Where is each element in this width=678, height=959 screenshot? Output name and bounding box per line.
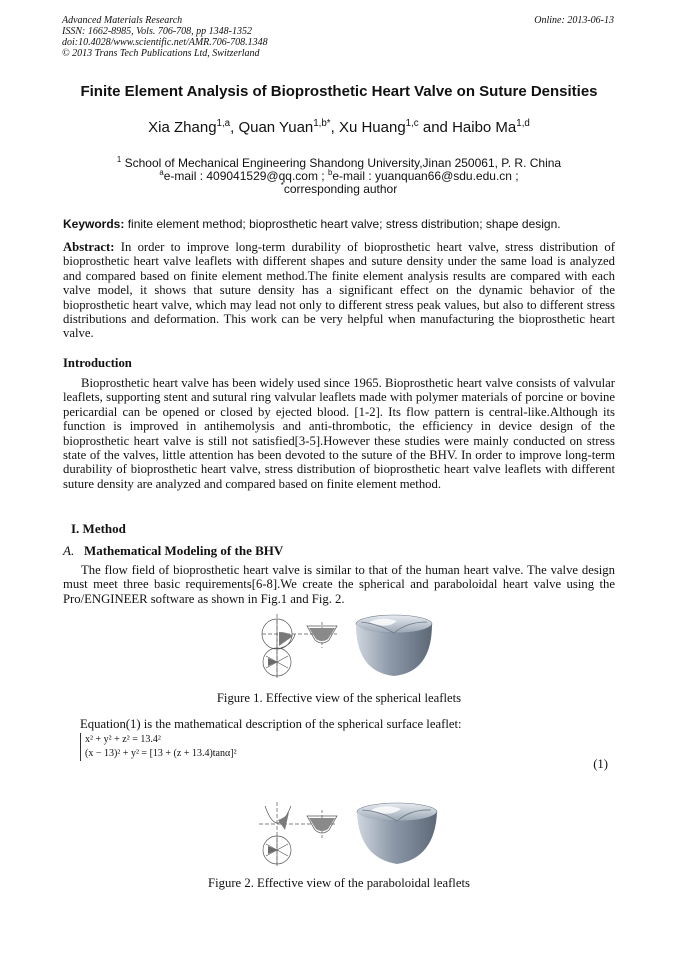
subsection-label: A. [63, 543, 75, 558]
figure-2-caption: Figure 2. Effective view of the paraboloidal leaflets [208, 876, 470, 890]
abstract [63, 240, 615, 341]
affiliation-number: 1 [116, 155, 122, 164]
journal-name: Advanced Materials Research [62, 15, 183, 26]
corresponding-author: corresponding author [283, 182, 398, 196]
method-heading [63, 522, 615, 536]
equation-line-2: (x − 13)² + y² = [13 + (z + 13.4)tanα]² [85, 748, 237, 759]
equation-1 [80, 733, 237, 761]
author-sup: 1,c [405, 118, 419, 129]
abstract-label: Abstract: [63, 240, 115, 254]
corr-sup: * [280, 181, 284, 190]
email-a: e-mail : 409041529@qq.com ; [163, 169, 325, 183]
author-name: Quan Yuan [238, 119, 314, 136]
author-sup: 1,b* [313, 118, 331, 129]
paraboloidal-valve-drawing [255, 800, 441, 868]
introduction-heading: Introduction [63, 356, 132, 370]
issn: ISSN: 1662-8985, Vols. 706-708, pp 1348-1352 [62, 26, 252, 37]
keywords-label: Keywords: [63, 217, 125, 231]
equation-number: (1) [593, 757, 608, 771]
email-a-sup: a [159, 168, 164, 177]
figure-1 [257, 612, 437, 680]
keywords [63, 217, 615, 231]
subsection-title: Mathematical Modeling of the BHV [83, 543, 284, 558]
author-list: Xia Zhang$^{1,a}$, Quan Yuan$^{1,b*}$, Xu Huang$^{1,c}$ and Haibo Ma$^{1,d}$ [148, 118, 530, 136]
introduction-text: Bioprosthetic heart valve has been widely used since 1965. Bioprosthetic heart valve consists of valvular leaflets, supporting stent and sutural ring valvular leaflets made with polymer materials of porcine or bovine pericardial can be opened or closed by ejected blood. [1-2]. Its flow pattern is central-like.Although its function is improved in antihemolysis and anti-thrombotic, the efficiency in device design of the bioprosthetic heart valve is still not satisfied[3-5].However these studies were mainly conducted on stress state of the valves, little attention has been devoted to the suture of the BHV. In order to improve long-term durability of bioprosthetic heart valve, stress distribution of bioprosthetic heart valve leaflets with different suture density are analyzed and compared based on finite element method. [63, 376, 615, 491]
spherical-valve-drawing [257, 612, 437, 680]
equation-intro: Equation(1) is the mathematical description of the spherical surface leaflet: [80, 717, 462, 731]
author-name: Haibo Ma [452, 119, 517, 136]
affiliation [0, 157, 678, 196]
figure-1-caption: Figure 1. Effective view of the spherical leaflets [216, 691, 462, 705]
affiliation-text: School of Mechanical Engineering Shandong University,Jinan 250061, P. R. China [124, 156, 562, 170]
email-b: e-mail : yuanquan66@sdu.edu.cn ; [332, 169, 519, 183]
figure-2 [255, 800, 441, 868]
email-b-sup: b [327, 168, 333, 177]
abstract-text: In order to improve long-term durability of bioprosthetic heart valve, stress distribution of bioprosthetic heart valve leaflets with different shapes and suture density under the same load is analyzed and compared based on finite element method.The finite element analysis results are compared with each valve model, it shows that suture density has a significant effect on the dynamic behavior of the bioprosthetic heart valve, which may lead not only to different stress peak values, but also to different stress distributions and deformation. This work can be very helpful when manufacturing the bioprosthetic heart valve. [63, 240, 616, 341]
copyright: © 2013 Trans Tech Publications Ltd, Switzerland [62, 48, 260, 59]
subsection-heading [63, 544, 615, 558]
author-sup: 1,d [516, 118, 530, 129]
paper-title: Finite Element Analysis of Bioprosthetic Heart Valve on Suture Densities [80, 83, 598, 100]
author-name: Xia Zhang [148, 119, 217, 136]
author-name: Xu Huang [338, 119, 406, 136]
doi: doi:10.4028/www.scientific.net/AMR.706-708.1348 [62, 37, 268, 48]
online-date: Online: 2013-06-13 [534, 15, 614, 26]
method-heading-text: I. Method [71, 521, 126, 536]
method-text: The flow field of bioprosthetic heart valve is similar to that of the human heart valve. The valve design must meet three basic requirements[6-8].We create the spherical and paraboloidal heart valve using the Pro/ENGINEER software as shown in Fig.1 and Fig. 2. [63, 563, 615, 606]
equation-line-1: x² + y² + z² = 13.4² [85, 734, 161, 745]
keywords-text: finite element method; bioprosthetic heart valve; stress distribution; shape design. [127, 217, 561, 231]
journal-header [62, 15, 268, 59]
author-sup: 1,a [216, 118, 231, 129]
